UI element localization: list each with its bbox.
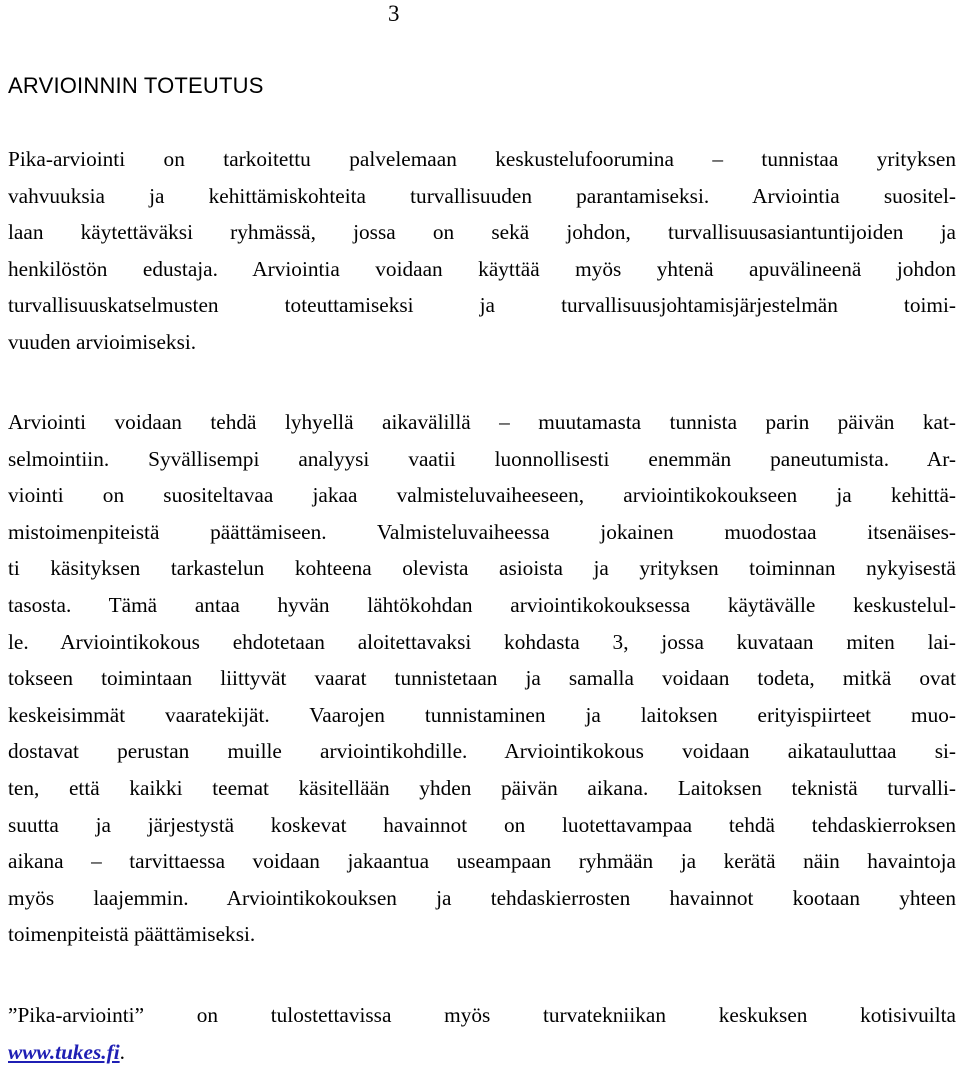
paragraph-line: turvallisuuskatselmusten toteuttamiseksi ja turvallisuusjohtamisjärjestelmän toimi- — [8, 293, 956, 318]
paragraph-line: Pika-arviointi on tarkoitettu palvelemaan keskustelufoorumina – tunnistaa yrityksen — [8, 147, 956, 171]
section-heading: ARVIOINNIN TOTEUTUS — [8, 73, 264, 98]
paragraph-line: ti käsityksen tarkastelun kohteena olevista asioista ja yrityksen toiminnan nykyisestä — [8, 556, 956, 581]
paragraph-line: myös laajemmin. Arviointikokouksen ja tehdaskierrosten havainnot kootaan yhteen — [8, 885, 956, 910]
paragraph-line: Arviointi voidaan tehdä lyhyellä aikavälillä – muutamasta tunnista parin päivän kat- — [8, 410, 956, 434]
page-number: 3 — [388, 1, 400, 26]
paragraph-line: aikana – tarvittaessa voidaan jakaantua useampaan ryhmään ja kerätä näin havaintoja — [8, 849, 956, 874]
paragraph-line: suutta ja järjestystä koskevat havainnot on luotettavampaa tehdä tehdaskierroksen — [8, 812, 956, 837]
paragraph-intro — [8, 141, 956, 361]
paragraph-line: henkilöstön edustaja. Arviointia voidaan käyttää myös yhtenä apuvälineenä johdon — [8, 256, 956, 281]
paragraph-line: ten, että kaikki teemat käsitellään yhden päivän aikana. Laitoksen teknistä turvalli- — [8, 775, 956, 800]
paragraph-line: vahvuuksia ja kehittämiskohteita turvallisuuden parantamiseksi. Arviointia suositel- — [8, 183, 956, 208]
paragraph-line: le. Arviointikokous ehdotetaan aloitettavaksi kohdasta 3, jossa kuvataan miten lai- — [8, 629, 956, 654]
paragraph-availability — [8, 997, 956, 1070]
paragraph-process — [8, 404, 956, 953]
link-trailing-period: . — [119, 1039, 125, 1064]
paragraph-line-link — [8, 1034, 956, 1071]
paragraph-line: selmointiin. Syvällisempi analyysi vaatii luonnollisesti enemmän paneutumista. Ar- — [8, 446, 956, 471]
paragraph-line: laan käytettäväksi ryhmässä, jossa on sekä johdon, turvallisuusasiantuntijoiden ja — [8, 220, 956, 245]
paragraph-line: viointi on suositeltavaa jakaa valmisteluvaiheeseen, arviointikokoukseen ja kehittä- — [8, 483, 956, 508]
paragraph-line: tasosta. Tämä antaa hyvän lähtökohdan arviointikokouksessa käytävälle keskustelul- — [8, 592, 956, 617]
paragraph-line: toimenpiteistä päättämiseksi. — [8, 922, 256, 947]
paragraph-line: mistoimenpiteistä päättämiseen. Valmisteluvaiheessa jokainen muodostaa itsenäises- — [8, 519, 956, 544]
paragraph-line: tokseen toimintaan liittyvät vaarat tunnistetaan ja samalla voidaan todeta, mitkä ovat — [8, 666, 956, 691]
paragraph-line: ”Pika-arviointi” on tulostettavissa myös turvatekniikan keskuksen kotisivuilta — [8, 1003, 956, 1027]
paragraph-line: keskeisimmät vaaratekijät. Vaarojen tunnistaminen ja laitoksen erityispiirteet muo- — [8, 702, 956, 727]
website-link[interactable]: www.tukes.fi — [8, 1039, 120, 1064]
paragraph-line: vuuden arvioimiseksi. — [8, 329, 197, 354]
paragraph-line: dostavat perustan muille arviointikohdille. Arviointikokous voidaan aikatauluttaa si- — [8, 739, 956, 764]
